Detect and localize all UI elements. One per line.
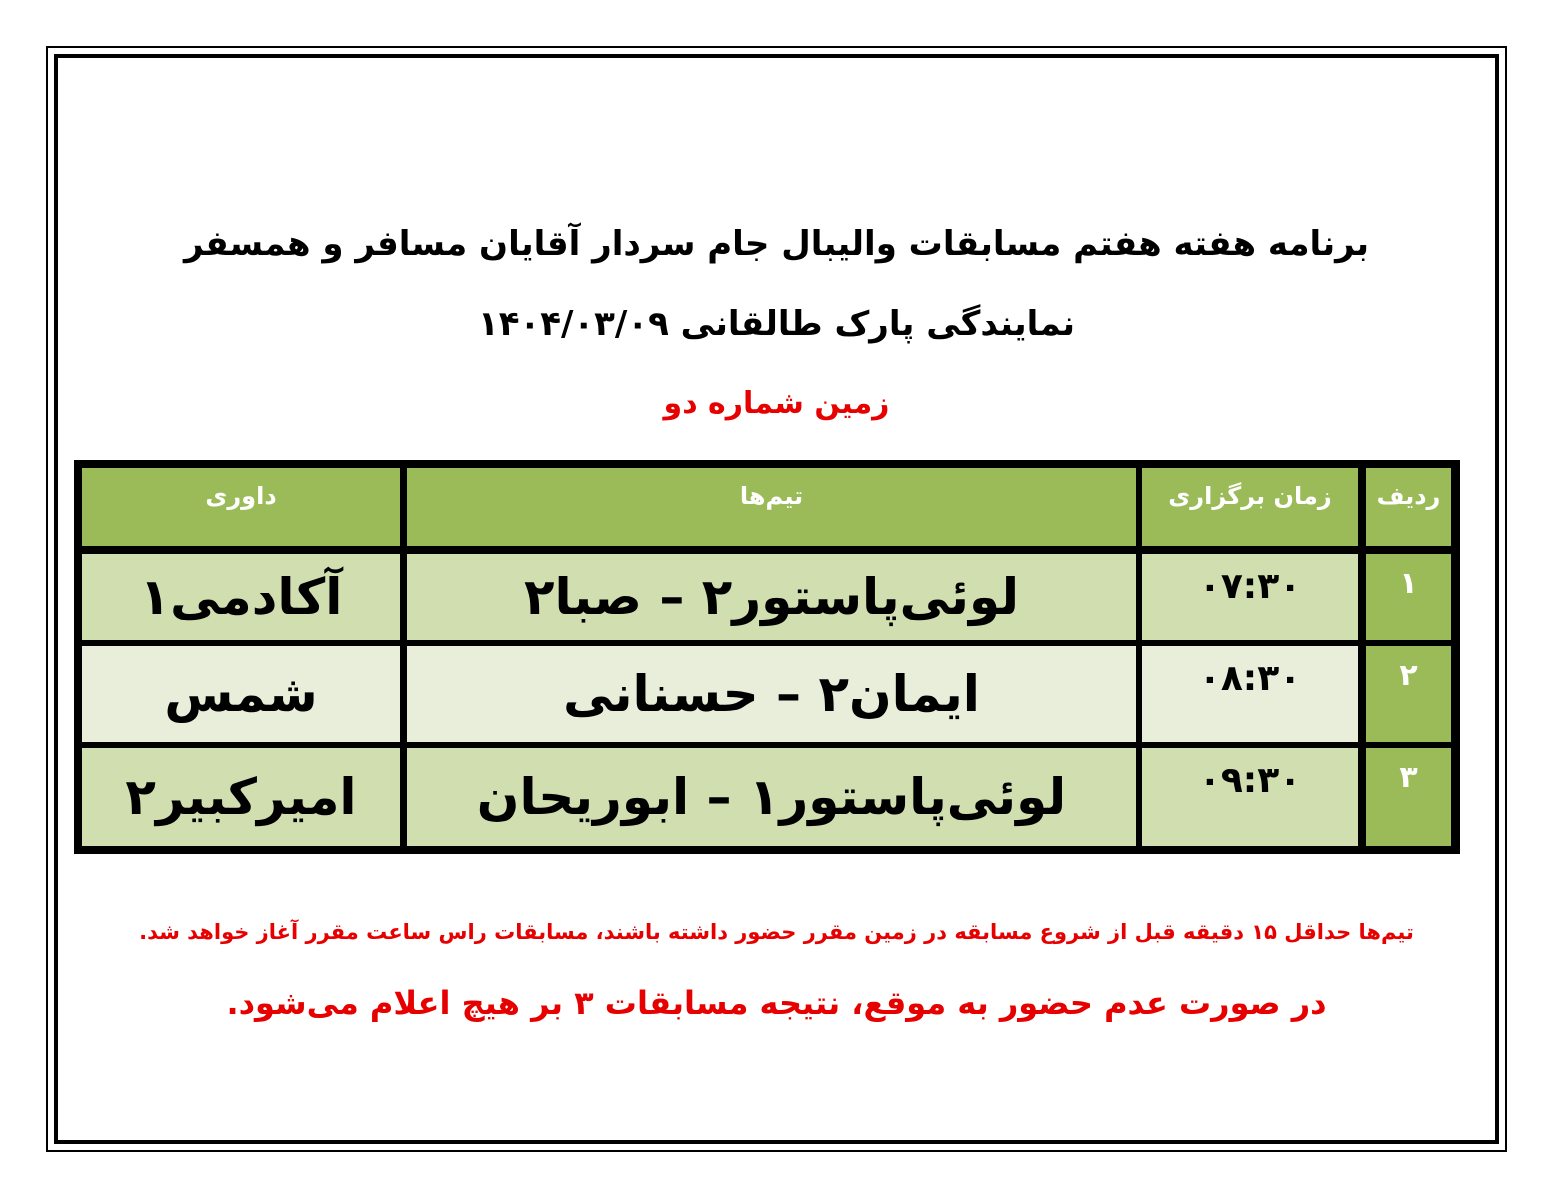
schedule-table <box>74 460 1460 854</box>
header-row-number: ردیف <box>1366 468 1451 546</box>
forfeit-warning: در صورت عدم حضور به موقع، نتیجه مسابقات ۳ بر هیچ اعلام می‌شود. <box>226 984 1327 1022</box>
table-row-time: ۰۹:۳۰ <box>1142 748 1358 846</box>
attendance-note: تیم‌ها حداقل ۱۵ دقیقه قبل از شروع مسابقه در زمین مقرر حضور داشته باشند، مسابقات راس ساعت مقرر آغاز خواهد شد. <box>139 920 1414 944</box>
table-row-number: ۳ <box>1366 748 1451 846</box>
table-row-teams: لوئی‌پاستور۱ – ابوریحان <box>407 748 1136 846</box>
table-row-teams: لوئی‌پاستور۲ – صبا۲ <box>407 554 1136 640</box>
court-label: زمین شماره دو <box>663 386 890 421</box>
header-time: زمان برگزاری <box>1142 468 1358 546</box>
header-referee: داوری <box>82 468 400 546</box>
table-row-teams: ایمان۲ – حسنانی <box>407 646 1136 742</box>
table-row-referee: امیرکبیر۲ <box>82 748 400 846</box>
table-row-referee: آکادمی۱ <box>82 554 400 640</box>
table-row-time: ۰۸:۳۰ <box>1142 646 1358 742</box>
header-teams: تیم‌ها <box>407 468 1136 546</box>
table-row-time: ۰۷:۳۰ <box>1142 554 1358 640</box>
table-row-referee: شمس <box>82 646 400 742</box>
table-row-number: ۱ <box>1366 554 1451 640</box>
document-title: برنامه هفته هفتم مسابقات والیبال جام سردار آقایان مسافر و همسفر <box>183 224 1370 264</box>
document-subtitle-location-date: نمایندگی پارک طالقانی ۱۴۰۴/۰۳/۰۹ <box>477 304 1076 344</box>
table-row-number: ۲ <box>1366 646 1451 742</box>
